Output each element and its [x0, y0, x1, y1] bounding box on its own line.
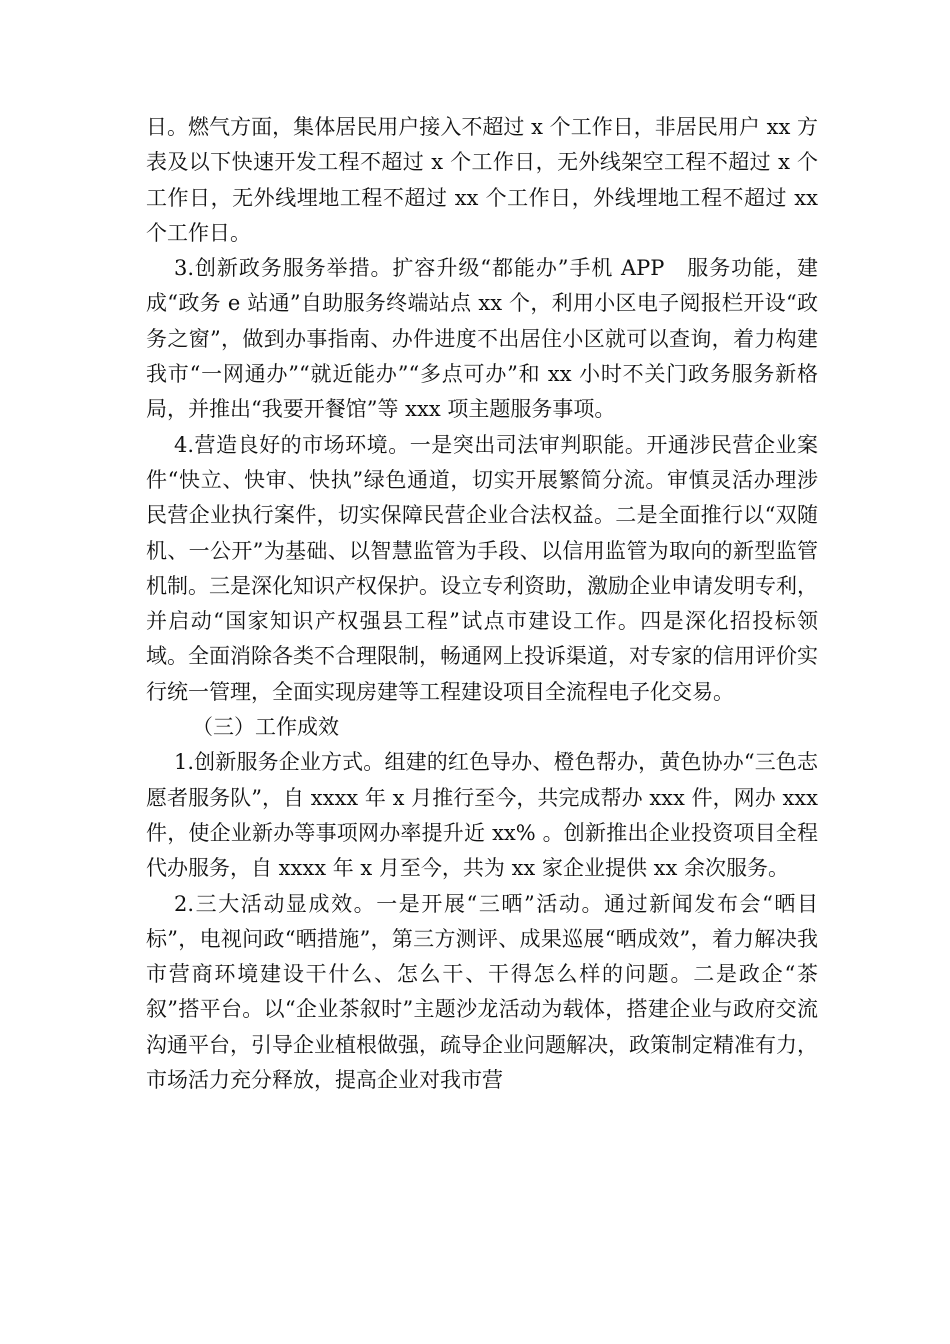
- section-heading-work-results: （三）工作成效: [192, 715, 339, 740]
- paragraph-gas-connection: 日。燃气方面，集体居民用户接入不超过 x 个工作日，非居民用户 xx 方表及以下快速开发工程不超过 x 个工作日，无外线架空工程不超过 x 个工作日，无外线埋地工程不超过 xx 个工作日，外线埋地工程不超过 xx 个工作日。: [146, 115, 818, 245]
- paragraph-market-environment: 4.营造良好的市场环境。一是突出司法审判职能。开通涉民营企业案件“快立、快审、快执”绿色通道，切实开展繁简分流。审慎灵活办理涉民营企业执行案件，切实保障民营企业合法权益。二是全面推行以“双随机、一公开”为基础、以智慧监管为手段、以信用监管为取向的新型监管机制。三是深化知识产权保护。设立专利资助，激励企业申请发明专利，并启动“国家知识产权强县工程”试点市建设工作。四是深化招投标领域。全面消除各类不合理限制，畅通网上投诉渠道，对专家的信用评价实行统一管理，全面实现房建等工程建设项目全流程电子化交易。: [146, 432, 818, 704]
- paragraph-three-activities: 2.三大活动显成效。一是开展“三晒”活动。通过新闻发布会“晒目标”，电视问政“晒措施”，第三方测评、成果巡展“晒成效”，着力解决我市营商环境建设干什么、怎么干、干得怎么样的问题。二是政企“茶叙”搭平台。以“企业茶叙时”主题沙龙活动为载体，搭建企业与政府交流沟通平台，引导企业植根做强，疏导企业问题解决，政策制定精准有力，市场活力充分释放，提高企业对我市营: [146, 891, 818, 1093]
- paragraph-enterprise-service: 1.创新服务企业方式。组建的红色导办、橙色帮办，黄色协办“三色志愿者服务队”，自 xxxx 年 x 月推行至今，共完成帮办 xxx 件，网办 xxx 件，使企业新办等事项网办率提升近 xx% 。创新推出企业投资项目全程代办服务，自 xxxx 年 x 月至今，共为 xx 家企业提供 xx 余次服务。: [146, 750, 818, 881]
- document-body: [146, 110, 818, 1098]
- paragraph-government-service: 3.创新政务服务举措。扩容升级“都能办”手机 APP 服务功能，建成“政务 e 站通”自助服务终端站点 xx 个，利用小区电子阅报栏开设“政务之窗”，做到办事指南、办件进度不出居住小区就可以查询，着力构建我市“一网通办”“就近能办”“多点可办”和 xx 小时不关门政务服务新格局，并推出“我要开餐馆”等 xxx 项主题服务事项。: [146, 256, 818, 422]
